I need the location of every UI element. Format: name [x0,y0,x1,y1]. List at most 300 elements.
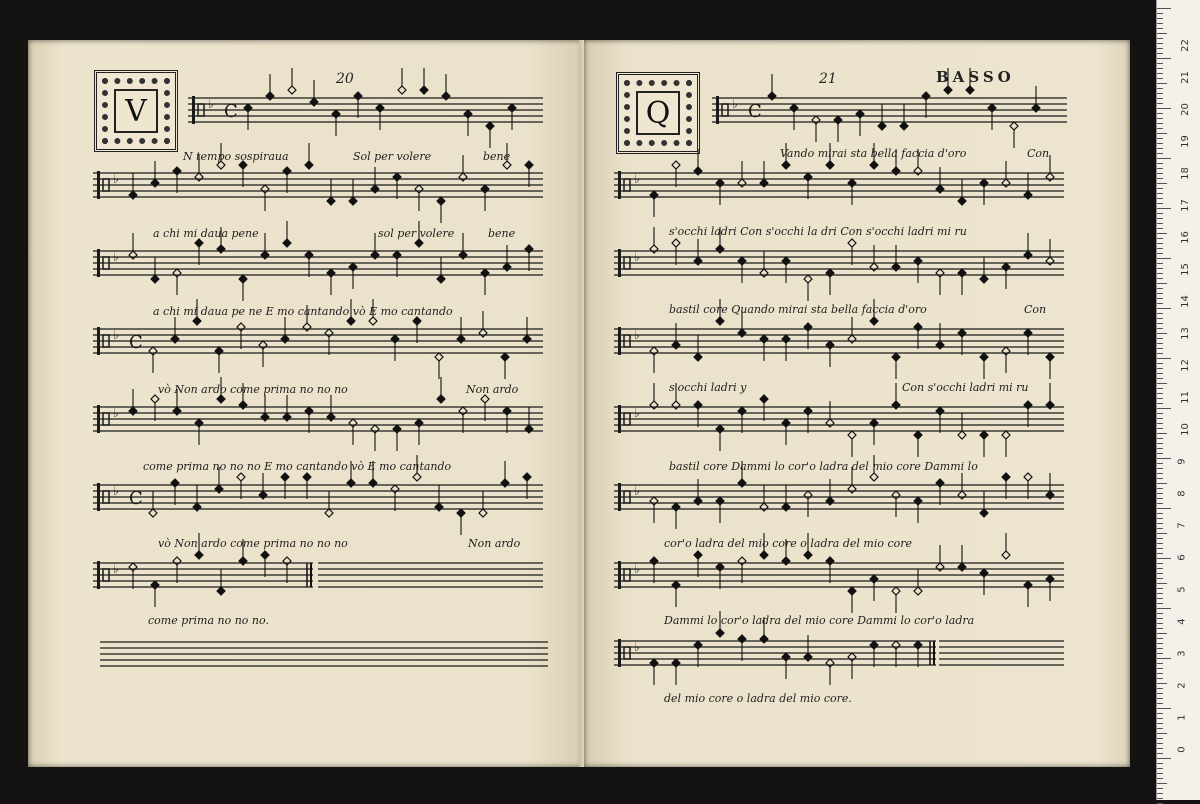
ruler-tick [1157,643,1163,644]
initial-letter: V [114,89,158,133]
lyric-line: N tempo sospiraua [183,150,289,163]
flat-sign: ♭ [634,172,640,186]
lyric-line: bastil core Quando mirai sta bella faccia d'oro [669,303,927,316]
ruler-number: 0 [1176,746,1188,753]
note-head [259,341,267,349]
ruler-number: 1 [1176,714,1188,721]
note-head [738,329,746,337]
clef-mark [618,249,621,277]
note-head [1024,581,1032,589]
ruler-tick [1157,373,1163,374]
ruler-tick [1157,73,1163,74]
ruler-tick [1157,608,1171,609]
ruler-number: 11 [1179,391,1191,404]
note-head [369,317,377,325]
ruler-tick [1157,198,1163,199]
ruler-tick [1157,573,1163,574]
note-head [804,173,812,181]
note-head [149,509,157,517]
note-head [870,263,878,271]
ruler-tick [1157,118,1163,119]
note-head [1024,191,1032,199]
note-head [508,104,516,112]
ruler-tick [1157,448,1163,449]
ruler-tick [1157,303,1163,304]
ruler-tick [1157,638,1163,639]
note-head [672,581,680,589]
ruler-tick [1157,683,1167,684]
ruler-tick [1157,358,1171,359]
clef-mark [97,171,100,199]
note-head [261,551,269,559]
note-head [958,431,966,439]
flat-sign: ♭ [634,562,640,576]
ruler-tick [1157,223,1163,224]
ruler-tick [1157,763,1163,764]
flat-sign: ♭ [732,97,738,111]
note-head [303,473,311,481]
note-head [239,401,247,409]
ruler-tick [1157,703,1163,704]
ruler-tick [1157,558,1171,559]
note-head [790,104,798,112]
ruler-tick [1157,788,1163,789]
ruler-number: 3 [1176,650,1188,657]
ruler-tick [1157,323,1163,324]
note-head [980,569,988,577]
ruler-tick [1157,98,1163,99]
note-head [525,245,533,253]
ruler-tick [1157,183,1167,184]
note-head [1046,353,1054,361]
note-head [1024,329,1032,337]
note-head [1024,401,1032,409]
ruler-tick [1157,138,1163,139]
ruler-tick [1157,133,1167,134]
note-head [437,275,445,283]
ruler-tick [1157,188,1163,189]
note-head [848,335,856,343]
flat-sign: ♭ [634,406,640,420]
ruler-tick [1157,343,1163,344]
music-staff [712,68,1067,148]
ruler-number: 19 [1179,135,1191,148]
note-head [1024,473,1032,481]
note-head [459,407,467,415]
note-head [870,161,878,169]
note-head [195,551,203,559]
note-head [1010,122,1018,130]
lyric-line: s'occhi ladri y [669,381,747,394]
note-head [1002,473,1010,481]
ruler-tick [1157,688,1163,689]
ruler-tick [1157,103,1163,104]
ruler-tick [1157,583,1167,584]
note-head [650,191,658,199]
note-head [259,491,267,499]
note-head [435,353,443,361]
note-head [716,497,724,505]
ruler-number: 17 [1179,199,1191,212]
ruler-tick [1157,283,1167,284]
empty-staff [939,641,1064,665]
note-head [435,503,443,511]
lyric-line: Con [1027,147,1050,160]
note-head [281,473,289,481]
note-head [694,257,702,265]
ruler-tick [1157,503,1163,504]
ruler-tick [1157,158,1171,159]
lyric-line: bene [488,227,516,240]
ruler-tick [1157,463,1163,464]
note-head [266,92,274,100]
note-head [760,395,768,403]
note-head [1032,104,1040,112]
note-head [738,257,746,265]
note-head [459,251,467,259]
note-head [151,395,159,403]
flat-sign: ♭ [113,172,119,186]
ruler-tick [1157,203,1163,204]
lyric-line: sol per volere [378,227,455,240]
note-head [892,353,900,361]
ruler-tick [1157,658,1171,659]
left-page [28,40,583,767]
ruler-tick [1157,578,1163,579]
note-head [936,341,944,349]
flat-sign: ♭ [113,250,119,264]
note-head [173,407,181,415]
note-head [738,557,746,565]
note-head [525,161,533,169]
note-head [694,167,702,175]
note-head [782,419,790,427]
ruler-tick [1157,253,1163,254]
note-head [327,413,335,421]
note-head [261,185,269,193]
flat-sign: ♭ [634,328,640,342]
ruler-tick [1157,513,1163,514]
lyric-line: Sol per volere [353,150,432,163]
note-head [1046,173,1054,181]
initial-letter: Q [636,91,680,135]
left-page-number: 20 [336,71,354,87]
note-head [371,185,379,193]
ruler-tick [1157,163,1163,164]
note-head [129,407,137,415]
ruler-number: 18 [1179,167,1191,180]
note-head [171,479,179,487]
note-head [812,116,820,124]
ruler-tick [1157,23,1163,24]
ruler-number: 16 [1179,231,1191,244]
note-head [848,485,856,493]
ruler-tick [1157,778,1163,779]
clef-mark [192,96,195,124]
note-head [523,473,531,481]
lyric-line: Non ardo [466,383,519,396]
ruler-tick [1157,768,1163,769]
note-head [650,347,658,355]
ruler-tick [1157,648,1163,649]
ruler-tick [1157,123,1163,124]
lyric-line: bene [483,150,511,163]
ruler-tick [1157,793,1163,794]
ruler-tick [1157,773,1163,774]
note-head [283,167,291,175]
note-head [151,275,159,283]
note-head [415,185,423,193]
note-head [391,335,399,343]
ruler-tick [1157,428,1163,429]
note-head [826,269,834,277]
ruler-tick [1157,88,1163,89]
ruler-tick [1157,368,1163,369]
flat-sign: ♭ [634,250,640,264]
note-head [914,641,922,649]
ruler-tick [1157,723,1163,724]
note-head [237,473,245,481]
note-head [437,197,445,205]
note-head [503,407,511,415]
ruler-tick [1157,53,1163,54]
note-head [980,179,988,187]
note-head [347,317,355,325]
note-head [413,317,421,325]
note-head [1046,257,1054,265]
note-head [288,86,296,94]
ruler-number: 7 [1176,522,1188,529]
ruler-tick [1157,673,1163,674]
lyric-line: Dammi lo cor'o ladra del mio core Dammi lo cor'o ladra [664,614,975,627]
ruler-tick [1157,68,1163,69]
time-signature: C [129,332,143,353]
ruler-tick [1157,528,1163,529]
ruler-tick [1157,588,1163,589]
ruler-tick [1157,58,1171,59]
ruler-tick [1157,268,1163,269]
ruler-tick [1157,438,1163,439]
ruler-tick [1157,378,1163,379]
note-head [826,497,834,505]
note-head [261,413,269,421]
note-head [944,86,952,94]
note-head [261,251,269,259]
ruler-tick [1157,593,1163,594]
ruler-tick [1157,603,1163,604]
lyric-line: Vando mirai sta bella faccia d'oro [780,147,967,160]
ruler-tick [1157,568,1163,569]
ruler-tick [1157,318,1163,319]
note-head [768,92,776,100]
note-head [369,479,377,487]
ruler-tick [1157,168,1163,169]
ruler-tick [1157,63,1163,64]
note-head [958,197,966,205]
note-head [856,110,864,118]
note-head [760,635,768,643]
note-head [239,557,247,565]
lyric-line: vò Non ardo come prima no no no [158,537,348,550]
note-head [716,425,724,433]
note-head [195,419,203,427]
note-head [782,335,790,343]
ruler-tick [1157,758,1171,759]
note-head [892,641,900,649]
ruler-tick [1157,388,1163,389]
note-head [239,275,247,283]
note-head [1002,263,1010,271]
ruler-tick [1157,543,1163,544]
note-head [173,269,181,277]
note-head [420,86,428,94]
ruler-tick [1157,78,1163,79]
ruler-tick [1157,663,1163,664]
note-head [151,179,159,187]
note-head [327,269,335,277]
note-head [283,557,291,565]
note-head [672,503,680,511]
note-head [892,491,900,499]
note-head [193,503,201,511]
note-head [1024,251,1032,259]
note-head [481,395,489,403]
clef-mark [618,639,621,667]
note-head [398,86,406,94]
note-head [217,395,225,403]
note-head [834,116,842,124]
flat-sign: ♭ [113,406,119,420]
note-head [437,395,445,403]
ruler-tick [1157,708,1171,709]
note-head [914,167,922,175]
lyric-line: come prima no no no E mo cantando vò E mo cantando [143,460,452,473]
note-head [281,335,289,343]
ruler-tick [1157,398,1163,399]
note-head [217,245,225,253]
ruler-tick [1157,143,1163,144]
note-head [892,263,900,271]
note-head [782,503,790,511]
note-head [650,245,658,253]
note-head [958,491,966,499]
note-head [391,485,399,493]
note-head [1002,551,1010,559]
time-signature: C [224,101,238,122]
note-head [760,335,768,343]
ruler-tick [1157,8,1171,9]
clef-mark [618,327,621,355]
note-head [738,635,746,643]
ruler-tick [1157,698,1163,699]
clef-mark [97,327,100,355]
note-head [415,239,423,247]
note-head [354,92,362,100]
note-head [650,497,658,505]
note-head [215,347,223,355]
ruler-tick [1157,208,1171,209]
note-head [283,413,291,421]
note-head [650,659,658,667]
ruler-number: 8 [1176,490,1188,497]
ruler-tick [1157,93,1163,94]
ruler-tick [1157,108,1171,109]
ruler-tick [1157,113,1163,114]
ruler-tick [1157,218,1163,219]
ruler-tick [1157,28,1163,29]
note-head [672,239,680,247]
ruler-tick [1157,83,1167,84]
note-head [782,653,790,661]
ruler-number: 5 [1176,586,1188,593]
note-head [804,491,812,499]
note-head [936,269,944,277]
note-head [195,239,203,247]
lyric-line: bastil core Dammi lo cor'o ladra del mio core Dammi lo [669,460,978,473]
ruler-number: 14 [1179,295,1191,308]
ruler-tick [1157,548,1163,549]
ruler-tick [1157,743,1163,744]
ruler-tick [1157,418,1163,419]
measuring-ruler [1156,0,1200,800]
note-head [760,503,768,511]
note-head [173,557,181,565]
flat-sign: ♭ [113,484,119,498]
ruler-tick [1157,173,1163,174]
ruler-tick [1157,523,1163,524]
note-head [129,191,137,199]
ruler-tick [1157,718,1163,719]
note-head [760,179,768,187]
ruler-tick [1157,508,1171,509]
ruler-tick [1157,653,1163,654]
note-head [503,263,511,271]
ruler-tick [1157,598,1163,599]
note-head [900,122,908,130]
ruler-tick [1157,798,1163,799]
ruler-tick [1157,148,1163,149]
note-head [129,563,137,571]
note-head [305,251,313,259]
clef-mark [716,96,719,124]
note-head [347,479,355,487]
ruler-tick [1157,248,1163,249]
ruler-tick [1157,498,1163,499]
ruler-tick [1157,748,1163,749]
note-head [1046,401,1054,409]
ruler-tick [1157,678,1163,679]
note-head [936,479,944,487]
note-head [892,167,900,175]
note-head [464,110,472,118]
empty-staff [318,563,543,587]
note-head [393,425,401,433]
ruler-tick [1157,563,1163,564]
note-head [804,323,812,331]
note-head [327,197,335,205]
ruler-number: 15 [1179,263,1191,276]
note-head [922,92,930,100]
note-head [283,239,291,247]
note-head [413,473,421,481]
ruler-tick [1157,433,1167,434]
note-head [848,653,856,661]
ruler-number: 6 [1176,554,1188,561]
note-head [878,122,886,130]
ruler-tick [1157,733,1167,734]
note-head [958,269,966,277]
note-head [826,341,834,349]
